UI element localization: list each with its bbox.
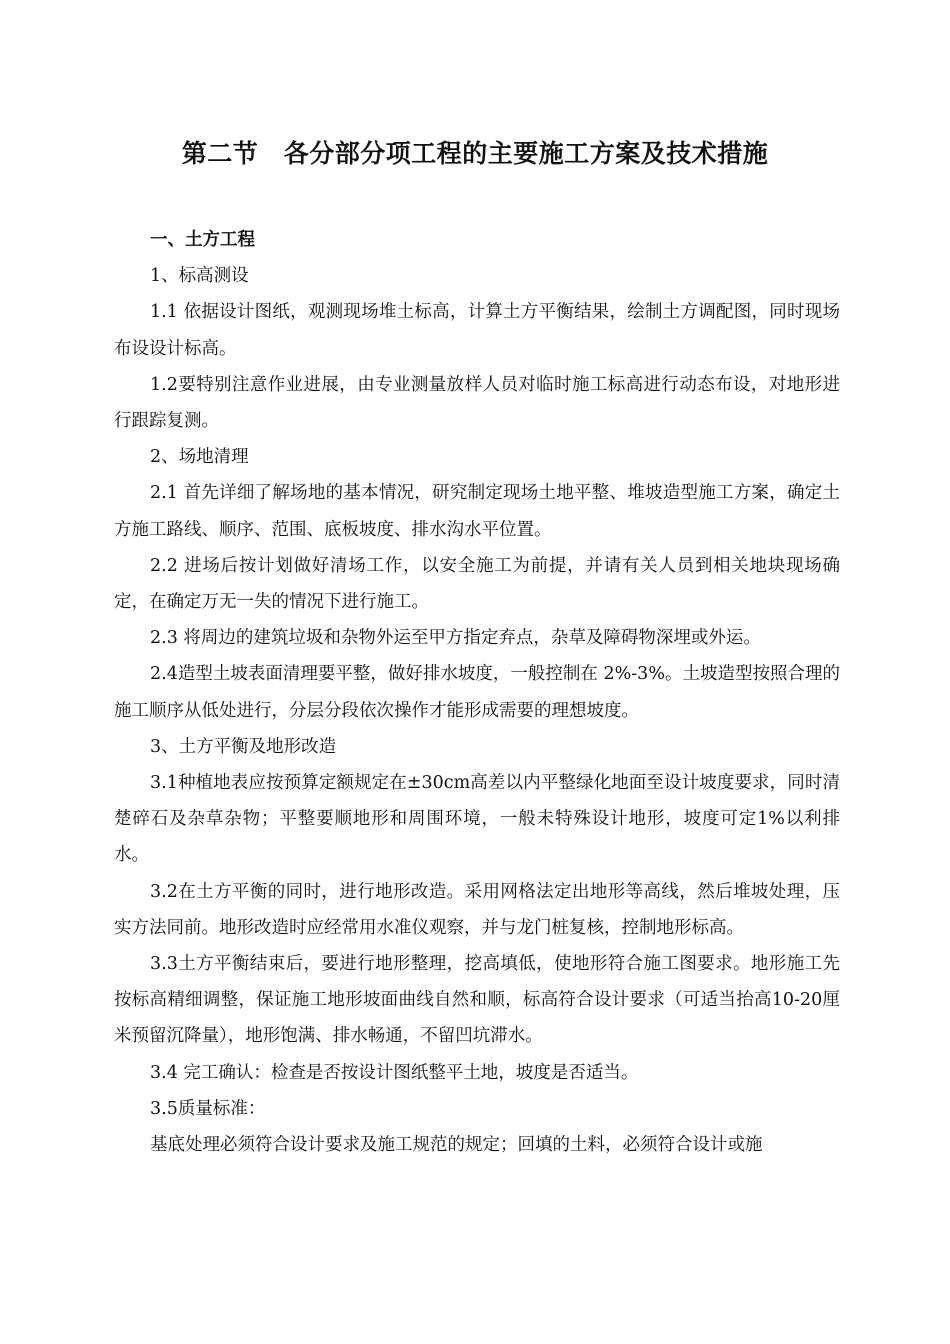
- paragraph-2-2: 2.2 进场后按计划做好清场工作，以安全施工为前提，并请有关人员到相关地块现场确定，在确定万无一失的情况下进行施工。: [114, 555, 840, 613]
- document-body: [114, 222, 840, 1163]
- paragraph-3-5: 3.5质量标准：: [150, 1098, 266, 1119]
- paragraph-2-1: 2.1 首先详细了解场地的基本情况，研究制定现场土地平整、堆坡造型施工方案，确定土方施工路线、顺序、范围、底板坡度、排水沟水平位置。: [114, 483, 840, 540]
- subheading-1: 1、标高测设: [150, 266, 249, 287]
- paragraph-1-2: 1.2要特别注意作业进展，由专业测量放样人员对临时施工标高进行动态布设，对地形进行跟踪复测。: [114, 374, 840, 432]
- section-heading: 一、土方工程: [150, 230, 255, 250]
- paragraph-1-1: 1.1 依据设计图纸，观测现场堆土标高，计算土方平衡结果，绘制土方调配图，同时现场布设设计标高。: [114, 302, 840, 359]
- paragraph-3-3: 3.3土方平衡结束后，要进行地形整理，挖高填低，使地形符合施工图要求。地形施工先按标高精细调整，保证施工地形坡面曲线自然和顺，标高符合设计要求（可适当抬高10-20厘米预留沉降量），地形饱满、排水畅通，不留凹坑滞水。: [114, 954, 840, 1047]
- paragraph-3-2: 3.2在土方平衡的同时，进行地形改造。采用网格法定出地形等高线，然后堆坡处理，压实方法同前。地形改造时应经常用水准仪观察，并与龙门桩复核，控制地形标高。: [114, 881, 840, 938]
- paragraph-2-4: 2.4造型土坡表面清理要平整，做好排水坡度，一般控制在 2%-3%。土坡造型按照合理的施工顺序从低处进行，分层分段依次操作才能形成需要的理想坡度。: [114, 664, 840, 721]
- subheading-2: 2、场地清理: [150, 447, 249, 468]
- paragraph-3-1: 3.1种植地表应按预算定额规定在±30cm高差以内平整绿化地面至设计坡度要求，同时清楚碎石及杂草杂物；平整要顺地形和周围环境，一般未特殊设计地形，坡度可定1%以利排水。: [114, 773, 840, 866]
- paragraph-3-4: 3.4 完工确认：检查是否按设计图纸整平土地，坡度是否适当。: [150, 1062, 639, 1083]
- paragraph-quality: 基底处理必须符合设计要求及施工规范的规定；回填的土料，必须符合设计或施: [150, 1135, 763, 1156]
- subheading-3: 3、土方平衡及地形改造: [150, 736, 337, 757]
- page-title: 第二节 各分部分项工程的主要施工方案及技术措施: [181, 139, 769, 168]
- paragraph-2-3: 2.3 将周边的建筑垃圾和杂物外运至甲方指定弃点，杂草及障碍物深埋或外运。: [150, 628, 761, 649]
